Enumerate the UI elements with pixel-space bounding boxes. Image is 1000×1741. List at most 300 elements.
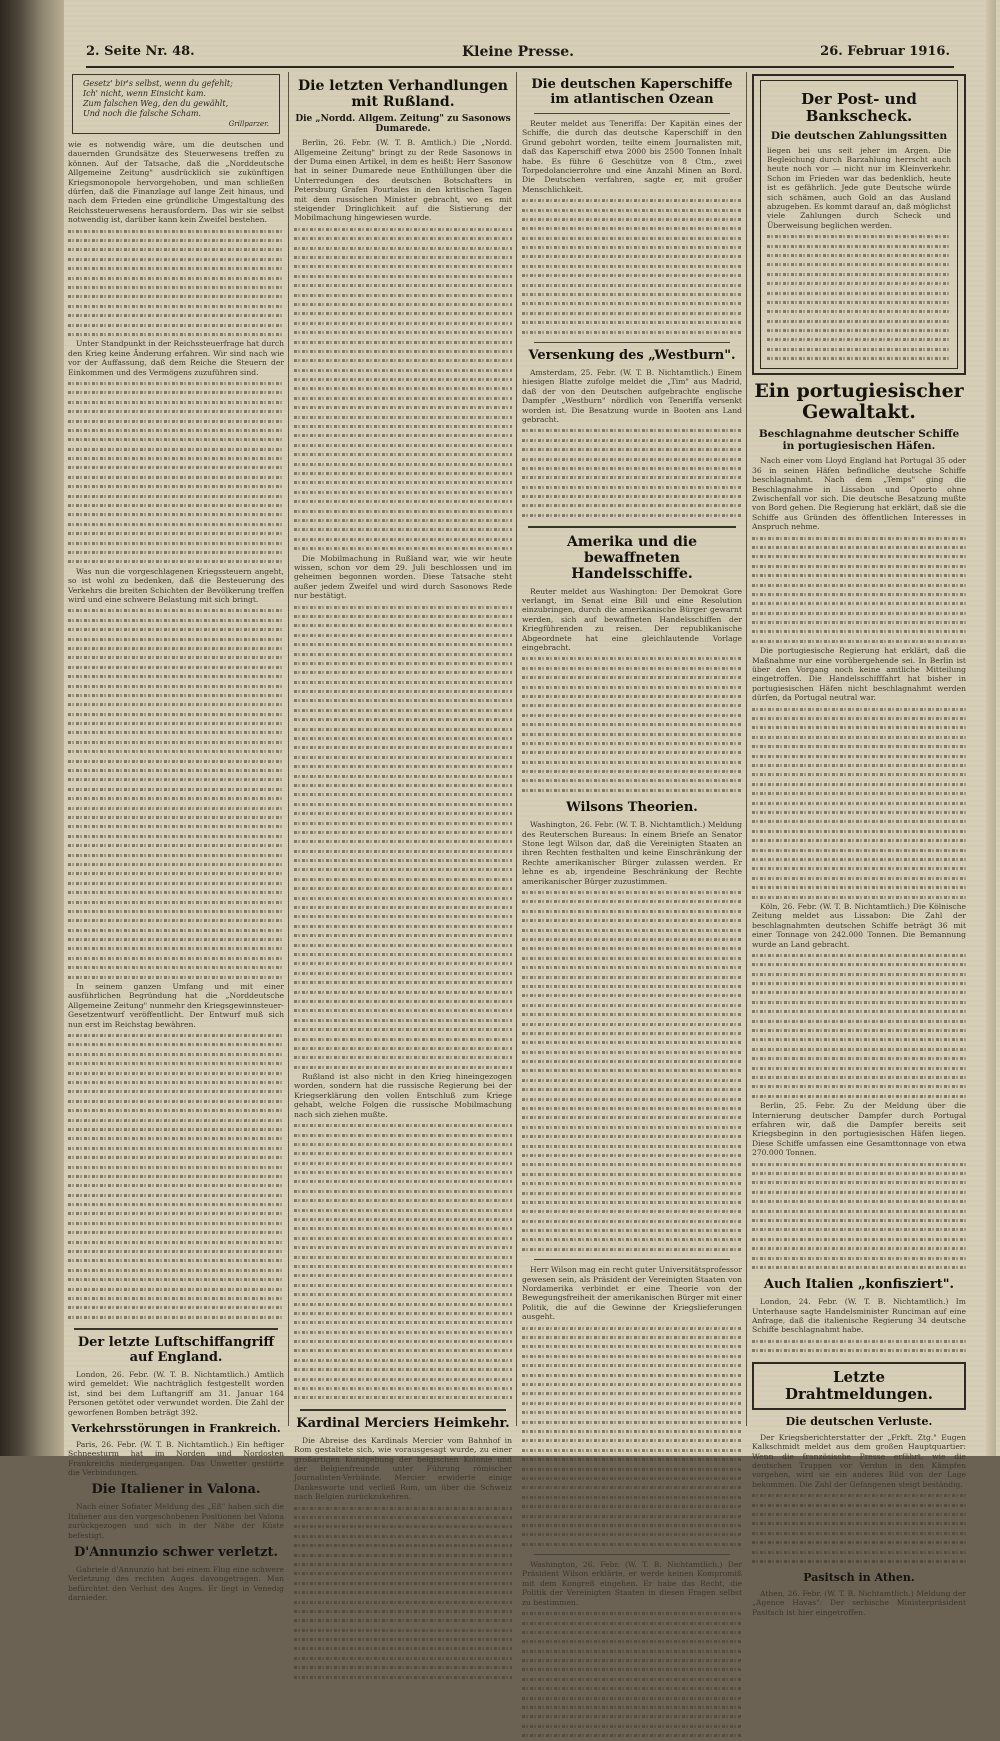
text-line xyxy=(68,398,284,407)
text-line xyxy=(522,224,742,233)
text-line xyxy=(522,1399,742,1408)
text-line xyxy=(752,970,966,979)
poem-line: Gesetz' bir's selbst, wenn du gefehlt; xyxy=(83,79,233,88)
text-line xyxy=(68,728,284,737)
text-line xyxy=(522,654,742,663)
text-line xyxy=(68,283,284,292)
text-line xyxy=(68,539,284,548)
text-line xyxy=(752,562,966,571)
issue-date: 26. Februar 1916. xyxy=(820,44,950,59)
text-line xyxy=(522,455,742,464)
text-line xyxy=(522,1656,742,1665)
text-line xyxy=(68,445,284,454)
text-line xyxy=(294,631,512,640)
text-line xyxy=(522,234,742,243)
poem-line: Zum falschen Weg, den du gewählt, xyxy=(83,99,229,108)
text-line xyxy=(294,403,512,412)
text-line xyxy=(294,1318,512,1327)
text-line xyxy=(752,1235,966,1244)
text-line xyxy=(294,950,512,959)
text-line xyxy=(68,944,284,953)
text-line xyxy=(68,757,284,766)
text-line xyxy=(294,488,512,497)
text-line xyxy=(294,1356,512,1365)
text-line xyxy=(294,469,512,478)
text-line xyxy=(294,1168,512,1177)
text-line xyxy=(68,954,284,963)
text-line xyxy=(522,1502,742,1511)
article-paragraph: Herr Wilson mag ein recht guter Universitätsprofessor gewesen sein, als Präsident der Vereinigten Staaten von Nordamerika verbindet er eine Theorie von der Bewegungsfreiheit der amerikanischen Bürger mit einer Politik, die auf die Gewinne der Kriegslieferungen ausgeht. xyxy=(522,1265,742,1322)
masthead: Kleine Presse. xyxy=(461,44,575,60)
text-line xyxy=(294,384,512,393)
text-line xyxy=(767,260,951,269)
text-line xyxy=(522,1731,742,1740)
text-line xyxy=(522,1020,742,1029)
text-line xyxy=(294,753,512,762)
subheadline-zahlungssitten: Die deutschen Zahlungssitten xyxy=(770,129,948,142)
text-line xyxy=(294,1607,512,1616)
text-line xyxy=(752,1054,966,1063)
text-line xyxy=(294,837,512,846)
section-rule xyxy=(534,1554,730,1555)
page-header xyxy=(86,44,950,66)
text-line xyxy=(522,243,742,252)
text-line xyxy=(68,606,284,615)
text-line xyxy=(68,804,284,813)
article-paragraph: Athen, 26. Febr. (W. T. B. Nichtamtlich.) Meldung der „Agence Havas": Der serbische Ministerpräsident Pasitsch ist hier eingetroffen. xyxy=(752,1588,966,1617)
text-line xyxy=(68,1303,284,1312)
text-line xyxy=(68,492,284,501)
headline-verluste: Die deutschen Verluste. xyxy=(785,1415,933,1429)
text-line xyxy=(294,272,512,281)
text-line xyxy=(294,1654,512,1663)
text-line xyxy=(294,1337,512,1346)
text-line xyxy=(522,916,742,925)
text-line xyxy=(294,1206,512,1215)
text-line xyxy=(68,719,284,728)
article-paragraph: Was nun die vorgeschlagenen Kriegssteuern angeht, so ist wohl zu bedenken, daß die Besteuerung des Verkehrs die breiten Schichten der Bevölkerung treffen wird und eine schwere Belastung mit sich bringt. xyxy=(68,566,284,604)
text-line xyxy=(522,1675,742,1684)
text-line xyxy=(68,1209,284,1218)
article-paragraph: Die Mobilmachung in Rußland war, wie wir heute wissen, schon vor dem 29. Juli beschlossen und im geheimen begonnen worden. Diese Tatsache steht außer jedem Zweifel und wird durch Sasonows Rede nur bestätigt. xyxy=(294,553,512,601)
article-paragraph: Unter Standpunkt in der Reichssteuerfrage hat durch den Krieg keine Änderung erfahren. Wir sind nach wie vor der Auffassung, daß dem Reiche die Steuern der Einkommen und des Vermögens zuzuführen sind. xyxy=(68,339,284,377)
text-line xyxy=(68,302,284,311)
text-line xyxy=(294,1551,512,1560)
text-line xyxy=(752,599,966,608)
text-line xyxy=(522,1371,742,1380)
text-line xyxy=(294,478,512,487)
text-line xyxy=(522,1665,742,1674)
text-line xyxy=(522,318,742,327)
text-line xyxy=(294,300,512,309)
text-line xyxy=(752,864,966,873)
text-line xyxy=(68,510,284,519)
text-line xyxy=(294,640,512,649)
text-line xyxy=(752,998,966,1007)
text-line xyxy=(522,501,742,510)
text-line xyxy=(752,827,966,836)
text-line xyxy=(752,543,966,552)
text-line xyxy=(294,1569,512,1578)
article-paragraph: Köln, 26. Febr. (W. T. B. Nichtamtlich.) Die Kölnische Zeitung meldet aus Lissabon: Die Zahl der beschlagnahmten deutschen Schiffe beträgt 36 mit einer Tonnage von 242.000 Tonnen. Die Bemannung wurde an Land gebracht. xyxy=(752,901,966,949)
text-line xyxy=(68,292,284,301)
text-line xyxy=(522,1703,742,1712)
text-line xyxy=(767,298,951,307)
text-line xyxy=(522,1540,742,1549)
text-line xyxy=(752,846,966,855)
text-line xyxy=(68,700,284,709)
text-line xyxy=(294,1271,512,1280)
text-line xyxy=(522,1647,742,1656)
text-line xyxy=(522,1684,742,1693)
text-line xyxy=(294,460,512,469)
text-line xyxy=(294,772,512,781)
text-line xyxy=(522,299,742,308)
subheadline-portugal: Beschlagnahme deutscher Schiffe in portugiesischen Häfen. xyxy=(758,428,960,453)
article-paragraph: Nach einer Sofiater Meldung des „Eß" haben sich die Italiener aus den vorgeschobenen Positionen bei Valona zurückgezogen und sich in der Nähe der Küste befestigt. xyxy=(68,1502,284,1540)
text-line xyxy=(752,855,966,864)
text-line xyxy=(522,483,742,492)
text-line xyxy=(522,1132,742,1141)
text-line xyxy=(68,1078,284,1087)
text-line xyxy=(522,720,742,729)
poem-line: Und noch die falsche Scham. xyxy=(83,109,201,118)
text-line xyxy=(752,808,966,817)
article-paragraph: London, 26. Febr. (W. T. B. Nichtamtlich.) Amtlich wird gemeldet: Wie nachträglich festgestellt worden ist, sind bei dem Luftangriff am 31. Januar 164 Personen getötet oder verwundet worden. Die Zahl der geworfenen Bomben beträgt 392. xyxy=(68,1370,284,1417)
text-line xyxy=(522,1408,742,1417)
text-line xyxy=(68,1256,284,1265)
text-line xyxy=(522,1113,742,1122)
text-line xyxy=(522,683,742,692)
text-line xyxy=(752,770,966,779)
headline-mercier: Kardinal Merciers Heimkehr. xyxy=(296,1415,510,1431)
text-line xyxy=(294,1588,512,1597)
text-line xyxy=(752,1501,966,1510)
text-line xyxy=(294,1365,512,1374)
text-line xyxy=(294,912,512,921)
text-line xyxy=(294,1309,512,1318)
text-line xyxy=(522,215,742,224)
text-line xyxy=(68,794,284,803)
text-line xyxy=(752,799,966,808)
text-line xyxy=(522,897,742,906)
text-line xyxy=(522,1361,742,1370)
text-line xyxy=(68,407,284,416)
article-paragraph: Washington, 26. Febr. (W. T. B. Nichtamtlich.) Meldung des Reuterschen Bureaus: In einem Briefe an Senator Stone legt Wilson dar, daß die Vereinigten Staaten an ihren Rechten festhalten und keine Einschränkung der Rechte amerikanischer Bürger zulassen werden. Er lehne es ab, irgendeine Beschränkung der Rechte amerikanischer Bürger zuzustimmen. xyxy=(522,820,742,886)
text-line xyxy=(522,692,742,701)
text-line xyxy=(522,492,742,501)
text-line xyxy=(294,253,512,262)
text-line xyxy=(294,1300,512,1309)
headline-luftschiff: Der letzte Luftschiffangriff auf England. xyxy=(77,1335,275,1366)
text-line xyxy=(522,1207,742,1216)
text-line xyxy=(294,1196,512,1205)
text-line xyxy=(522,1493,742,1502)
text-line xyxy=(294,338,512,347)
text-line xyxy=(294,1644,512,1653)
text-line xyxy=(68,1116,284,1125)
article-paragraph: Washington, 26. Febr. (W. T. B. Nichtamtlich.) Der Präsident Wilson erklärte, er werde keinen Kompromiß mit dem Kongreß eingehen. Er habe das Recht, die Politik der Vereinigten Staaten in diesen Fragen selbst zu bestimmen. xyxy=(522,1560,742,1607)
text-line xyxy=(68,548,284,557)
text-line xyxy=(522,1001,742,1010)
text-line xyxy=(522,1123,742,1132)
text-line xyxy=(294,706,512,715)
text-line xyxy=(294,903,512,912)
text-line xyxy=(68,311,284,320)
text-line xyxy=(294,922,512,931)
text-line xyxy=(68,520,284,529)
text-line xyxy=(752,1346,966,1355)
text-line xyxy=(522,290,742,299)
text-line xyxy=(294,884,512,893)
text-line xyxy=(68,747,284,756)
text-line xyxy=(767,279,951,288)
text-line xyxy=(294,819,512,828)
text-line xyxy=(68,1153,284,1162)
text-line xyxy=(68,388,284,397)
section-rule xyxy=(534,113,730,114)
text-line xyxy=(294,291,512,300)
text-line xyxy=(752,874,966,883)
text-line xyxy=(294,422,512,431)
poem-author: Grillparzer. xyxy=(228,120,269,128)
text-line xyxy=(752,1538,966,1547)
text-line xyxy=(522,436,742,445)
text-line xyxy=(767,345,951,354)
text-line xyxy=(522,1085,742,1094)
text-line xyxy=(294,507,512,516)
text-line xyxy=(68,616,284,625)
text-line xyxy=(294,875,512,884)
text-line xyxy=(522,1342,742,1351)
text-line xyxy=(294,800,512,809)
text-line xyxy=(294,762,512,771)
text-line xyxy=(294,1016,512,1025)
text-line xyxy=(294,988,512,997)
text-line xyxy=(752,714,966,723)
text-line xyxy=(68,635,284,644)
text-line xyxy=(752,1510,966,1519)
text-line xyxy=(752,761,966,770)
text-line xyxy=(68,1134,284,1143)
text-line xyxy=(68,888,284,897)
text-line xyxy=(68,1285,284,1294)
text-line xyxy=(68,1266,284,1275)
text-line xyxy=(752,742,966,751)
text-line xyxy=(522,1104,742,1113)
text-line xyxy=(294,366,512,375)
text-line xyxy=(752,960,966,969)
text-line xyxy=(522,464,742,473)
text-line xyxy=(294,1393,512,1402)
text-line xyxy=(294,781,512,790)
article-paragraph: Der Kriegsberichterstatter der „Frkft. Ztg." Eugen Kalkschmidt meldet aus dem großen Hauptquartier: Wenn die französische Presse erfährt, wie die deutschen Truppen vor Verdun in den Kämpfen vorgehen, wird sie ein anderes Bild von der Lage bekommen. Die Zahl der Gefangenen steigt beständig. xyxy=(752,1432,966,1489)
text-line xyxy=(294,1121,512,1130)
text-line xyxy=(294,1384,512,1393)
text-line xyxy=(522,1151,742,1160)
text-line xyxy=(294,1375,512,1384)
text-line xyxy=(68,255,284,264)
text-line xyxy=(522,1628,742,1637)
text-line xyxy=(294,1131,512,1140)
text-line xyxy=(522,907,742,916)
text-line xyxy=(752,1244,966,1253)
text-line xyxy=(294,1504,512,1513)
text-line xyxy=(752,705,966,714)
text-line xyxy=(294,234,512,243)
text-line xyxy=(767,289,951,298)
text-line xyxy=(522,711,742,720)
article-paragraph: Gabriele d'Annunzio hat bei einem Flug eine schwere Verletzung des rechten Auges davongetragen. Man befürchtet den Verlust des Auges. Er liegt in Venedig darnieder. xyxy=(68,1564,284,1603)
text-line xyxy=(522,271,742,280)
text-line xyxy=(294,1616,512,1625)
text-line xyxy=(294,309,512,318)
text-line xyxy=(68,691,284,700)
text-line xyxy=(752,581,966,590)
text-line xyxy=(522,1048,742,1057)
text-line xyxy=(752,1337,966,1346)
text-line xyxy=(68,1106,284,1115)
text-line xyxy=(522,1530,742,1539)
text-line xyxy=(294,678,512,687)
headline-dannunzio: D'Annunzio schwer verletzt. xyxy=(74,1544,278,1560)
text-line xyxy=(522,1455,742,1464)
headline-kaperschiffe: Die deutschen Kaperschiffe im atlantischen Ozean xyxy=(531,77,733,107)
text-line xyxy=(68,907,284,916)
text-line xyxy=(68,1238,284,1247)
text-line xyxy=(522,748,742,757)
text-line xyxy=(68,672,284,681)
text-line xyxy=(294,668,512,677)
text-line xyxy=(752,637,966,646)
text-line xyxy=(522,196,742,205)
text-line xyxy=(294,715,512,724)
text-line xyxy=(522,926,742,935)
text-line xyxy=(522,673,742,682)
text-line xyxy=(752,1082,966,1091)
text-line xyxy=(68,236,284,245)
section-rule xyxy=(300,1409,506,1411)
column-2 xyxy=(294,72,512,1502)
text-line xyxy=(68,851,284,860)
text-line xyxy=(294,847,512,856)
text-line xyxy=(752,1188,966,1197)
text-line xyxy=(522,776,742,785)
text-line xyxy=(294,894,512,903)
text-line xyxy=(68,557,284,566)
text-line xyxy=(294,650,512,659)
text-line xyxy=(752,789,966,798)
text-line xyxy=(68,682,284,691)
text-line xyxy=(68,644,284,653)
text-line xyxy=(522,982,742,991)
text-line xyxy=(752,951,966,960)
text-line xyxy=(767,242,951,251)
text-line xyxy=(522,991,742,1000)
text-line xyxy=(68,264,284,273)
headline-amerika: Amerika und die bewaffneten Handelsschiffe. xyxy=(567,534,697,583)
column-divider xyxy=(746,72,747,1426)
text-line xyxy=(522,944,742,953)
text-line xyxy=(522,1198,742,1207)
text-line xyxy=(68,813,284,822)
text-line xyxy=(752,1017,966,1026)
text-line xyxy=(68,1031,284,1040)
text-line xyxy=(522,511,742,520)
text-line xyxy=(752,1064,966,1073)
text-line xyxy=(294,328,512,337)
text-line xyxy=(752,571,966,580)
text-line xyxy=(294,978,512,987)
headline-athen: Pasitsch in Athen. xyxy=(803,1571,915,1585)
text-line xyxy=(294,1328,512,1337)
text-line xyxy=(522,1245,742,1254)
poem-box xyxy=(72,74,280,134)
text-line xyxy=(752,836,966,845)
text-line xyxy=(294,603,512,612)
text-line xyxy=(294,1290,512,1299)
text-line xyxy=(752,609,966,618)
text-line xyxy=(294,347,512,356)
text-line xyxy=(752,988,966,997)
text-line xyxy=(294,790,512,799)
text-line xyxy=(767,326,951,335)
text-line xyxy=(294,1187,512,1196)
text-line xyxy=(68,766,284,775)
text-line xyxy=(68,435,284,444)
headline-drahtmeldungen: Letzte Drahtmeldungen. xyxy=(784,1367,934,1403)
text-line xyxy=(294,1234,512,1243)
text-line xyxy=(294,1560,512,1569)
text-line xyxy=(294,1673,512,1682)
text-line xyxy=(294,516,512,525)
text-line xyxy=(752,590,966,599)
text-line xyxy=(294,659,512,668)
text-line xyxy=(522,262,742,271)
headline-wilson: Wilsons Theorien. xyxy=(566,800,698,816)
text-line xyxy=(294,809,512,818)
text-line xyxy=(522,1427,742,1436)
text-line xyxy=(522,1066,742,1075)
text-line xyxy=(522,1076,742,1085)
text-line xyxy=(522,1333,742,1342)
text-line xyxy=(522,1609,742,1618)
text-line xyxy=(68,379,284,388)
text-line xyxy=(68,1313,284,1322)
text-line xyxy=(522,1521,742,1530)
text-line xyxy=(294,1281,512,1290)
text-line xyxy=(522,1142,742,1151)
text-line xyxy=(294,612,512,621)
column-divider xyxy=(288,72,289,1426)
text-line xyxy=(522,1029,742,1038)
text-line xyxy=(752,893,966,902)
text-line xyxy=(68,869,284,878)
text-line xyxy=(294,281,512,290)
text-line xyxy=(752,1178,966,1187)
text-line xyxy=(752,723,966,732)
text-line xyxy=(294,1159,512,1168)
text-line xyxy=(294,1243,512,1252)
text-line xyxy=(294,1044,512,1053)
text-line xyxy=(68,916,284,925)
text-line xyxy=(752,618,966,627)
text-line xyxy=(767,335,951,344)
text-line xyxy=(767,270,951,279)
text-line xyxy=(68,860,284,869)
text-line xyxy=(294,262,512,271)
text-line xyxy=(522,1170,742,1179)
